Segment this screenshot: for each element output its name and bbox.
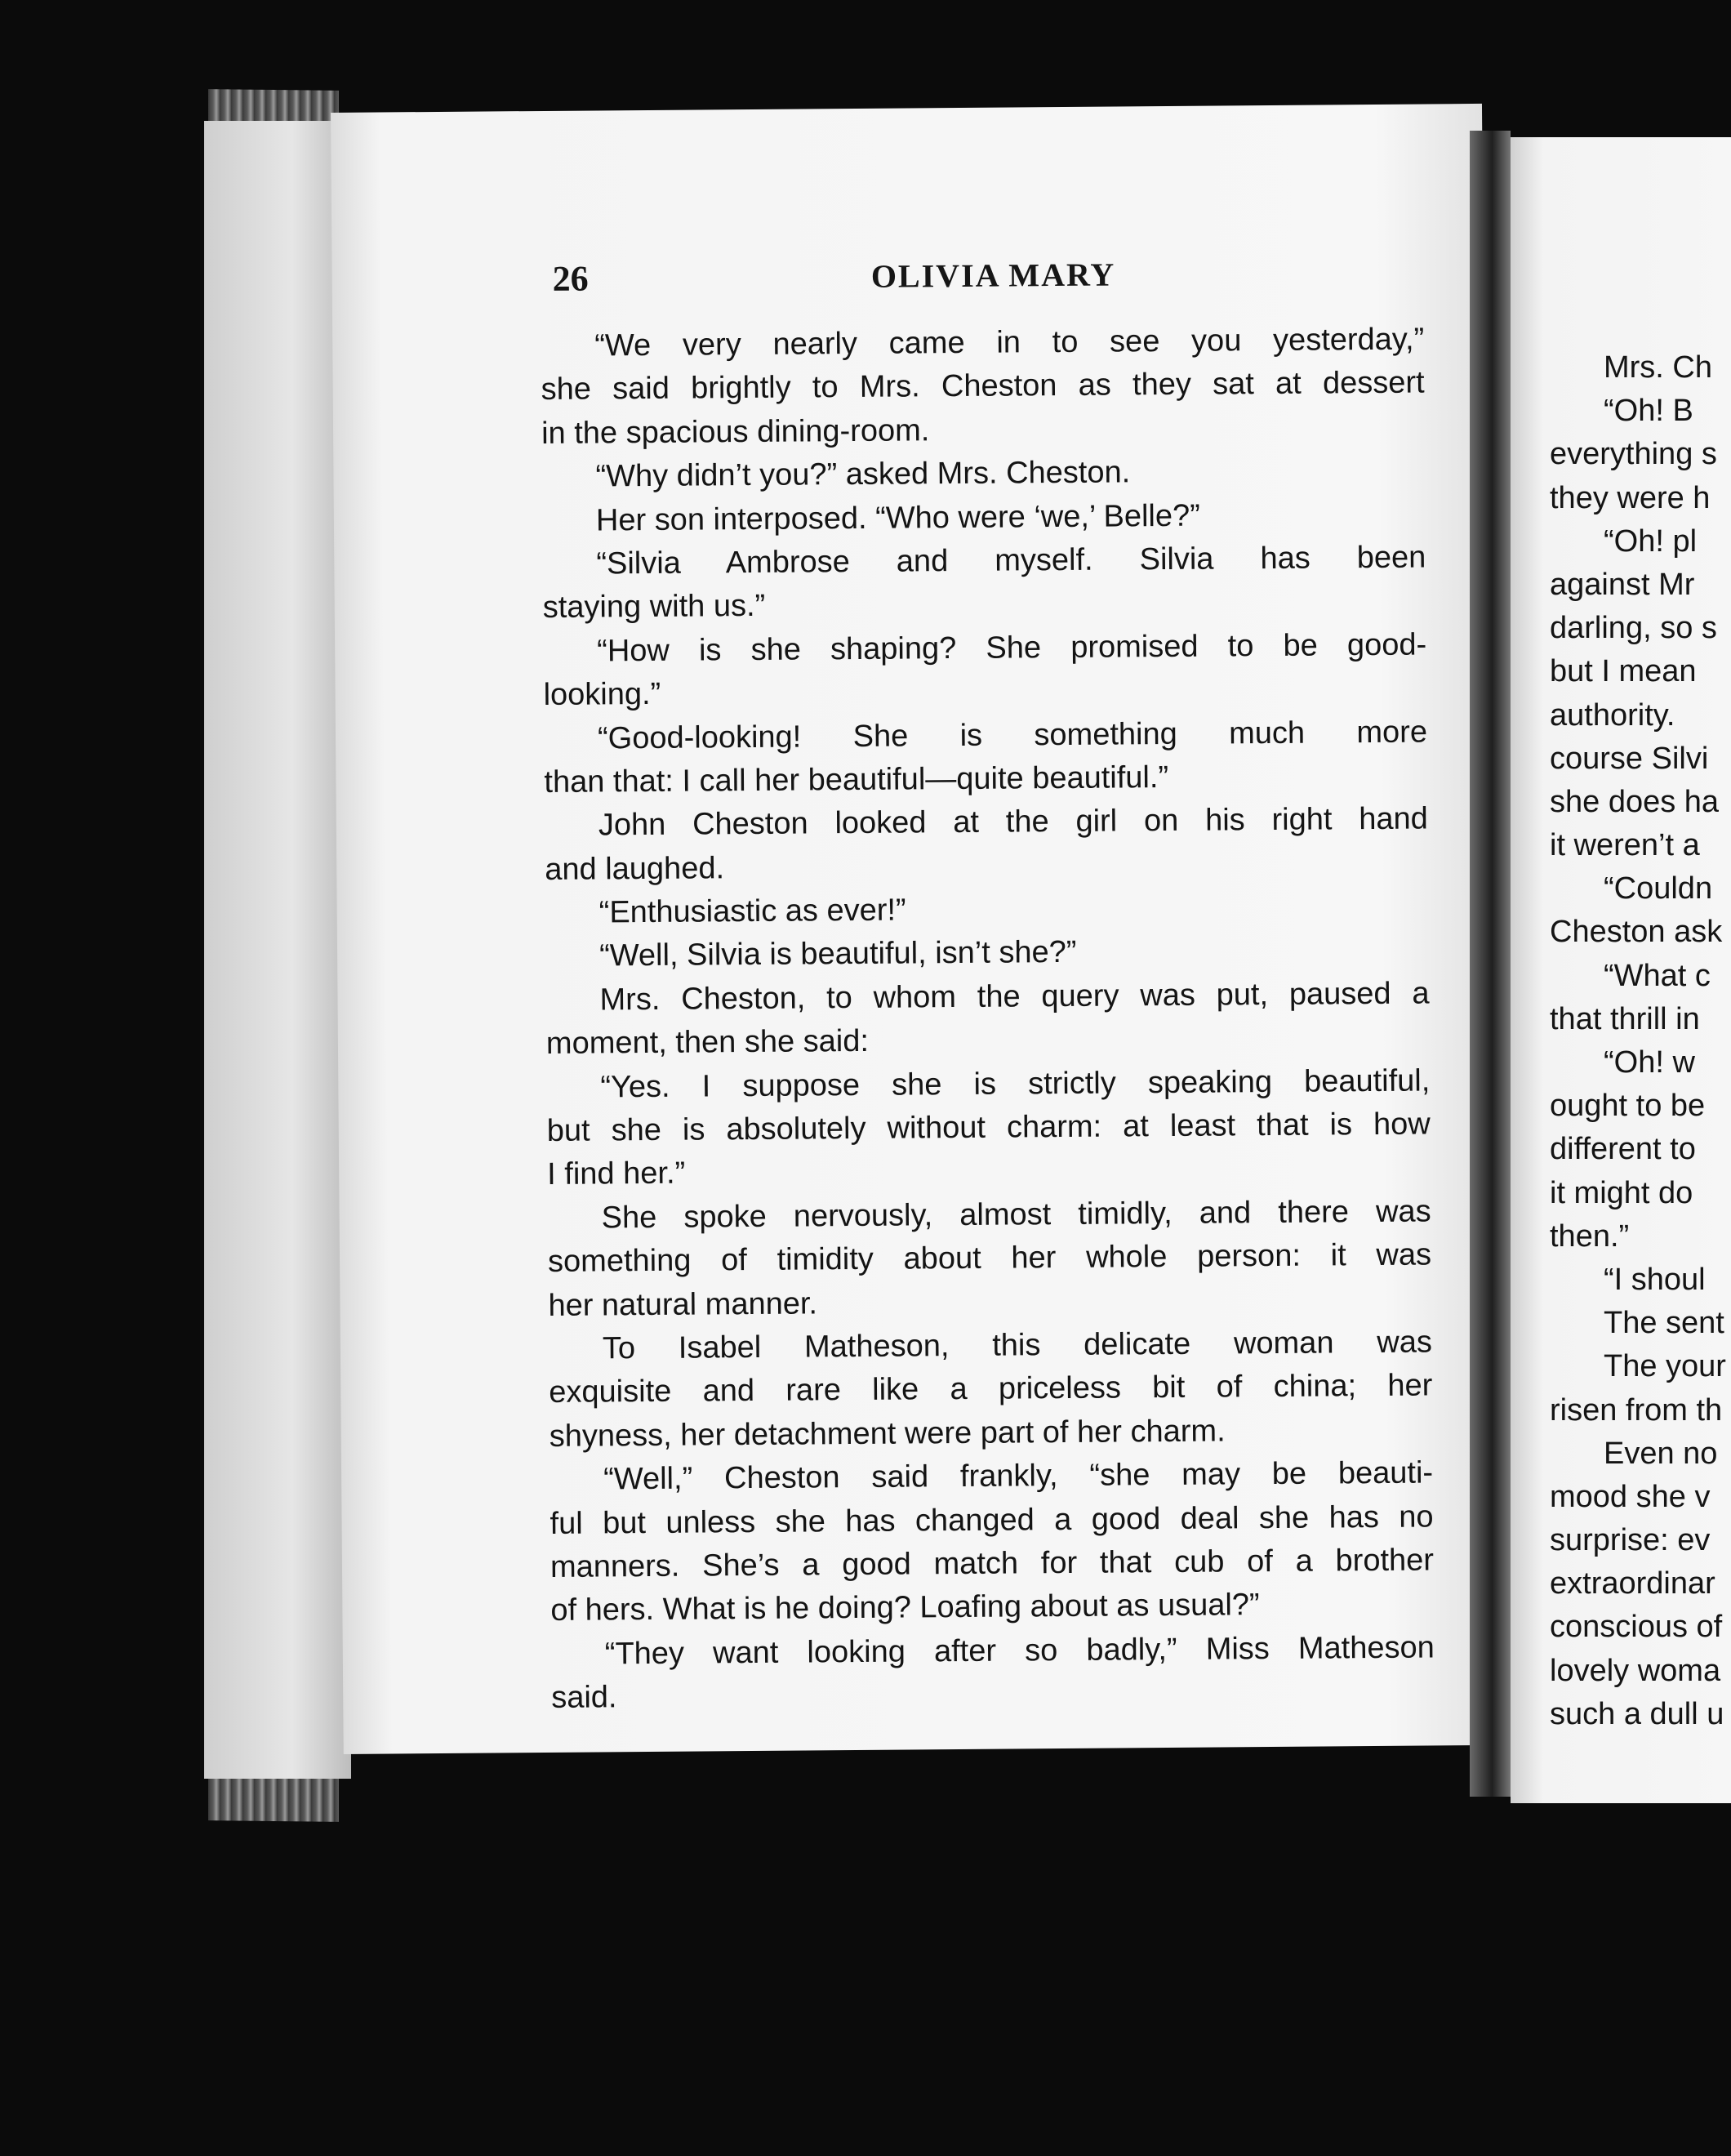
text-line: “How is she shaping? She promised to be good- bbox=[597, 627, 1427, 669]
text-line: “Yes. I suppose she is strictly speaking beautiful, bbox=[600, 1063, 1431, 1105]
text-line: her natural manner. bbox=[548, 1285, 818, 1323]
text-line: “Good-looking! She is something much more bbox=[597, 714, 1428, 755]
text-line: course Silvi bbox=[1550, 741, 1709, 776]
text-line: Cheston ask bbox=[1550, 915, 1723, 950]
text-line: something of timidity about her whole person: it was bbox=[547, 1237, 1432, 1280]
text-line: She spoke nervously, almost timidly, and there was bbox=[601, 1194, 1431, 1236]
text-line: “Well, Silvia is beautiful, isn’t she?” bbox=[599, 935, 1077, 973]
text-line: looking.” bbox=[543, 676, 661, 713]
text-line: Mrs. Cheston, to whom the query was put, paused a bbox=[599, 976, 1430, 1018]
text-line: Even no bbox=[1604, 1436, 1718, 1471]
text-line: against Mr bbox=[1550, 567, 1695, 602]
text-line: darling, so s bbox=[1550, 611, 1717, 646]
page-number: 26 bbox=[552, 258, 589, 299]
text-line: then.” bbox=[1550, 1218, 1630, 1254]
book-cover-edge bbox=[204, 121, 351, 1779]
text-line: moment, then she said: bbox=[545, 1024, 870, 1062]
text-line: she said brightly to Mrs. Cheston as they sat at dessert bbox=[541, 365, 1425, 408]
text-line: ought to be bbox=[1550, 1089, 1706, 1124]
text-line: extraordinar bbox=[1550, 1566, 1715, 1601]
text-line: she does ha bbox=[1550, 784, 1720, 819]
left-page bbox=[331, 104, 1495, 1754]
text-line: everything s bbox=[1550, 437, 1717, 472]
text-line: “We very nearly came in to see you yesterday,” bbox=[594, 322, 1425, 363]
text-line: shyness, her detachment were part of her charm. bbox=[549, 1414, 1226, 1454]
text-line: ful but unless she has changed a good deal she has no bbox=[550, 1499, 1434, 1541]
right-page-text bbox=[1550, 346, 1731, 1736]
text-line: Mrs. Ch bbox=[1604, 350, 1712, 385]
text-line: “What c bbox=[1604, 958, 1711, 993]
text-line: authority. bbox=[1550, 697, 1675, 733]
page-header bbox=[552, 251, 1434, 306]
text-line: “Enthusiastic as ever!” bbox=[599, 893, 906, 930]
text-line: of hers. What is he doing? Loafing about as usual?” bbox=[550, 1588, 1260, 1628]
text-line: and laughed. bbox=[545, 850, 725, 887]
text-line: “I shoul bbox=[1604, 1262, 1706, 1297]
text-line: but I mean bbox=[1550, 654, 1697, 689]
text-line: but she is absolutely without charm: at least that is how bbox=[546, 1107, 1431, 1148]
text-line: “Silvia Ambrose and myself. Silvia has been bbox=[596, 540, 1426, 581]
text-line: The your bbox=[1604, 1349, 1726, 1384]
text-line: “Why didn’t you?” asked Mrs. Cheston. bbox=[595, 455, 1131, 494]
running-title: OLIVIA MARY bbox=[870, 256, 1116, 295]
text-line: said. bbox=[551, 1680, 617, 1716]
text-line: lovely woma bbox=[1550, 1653, 1721, 1688]
book-gutter bbox=[1470, 131, 1511, 1797]
text-line: “Well,” Cheston said frankly, “she may be beauti- bbox=[603, 1455, 1434, 1497]
text-line: it might do bbox=[1550, 1175, 1693, 1210]
text-line: To Isabel Matheson, this delicate woman was bbox=[602, 1325, 1433, 1366]
body-text bbox=[541, 318, 1435, 1720]
text-line: “Oh! pl bbox=[1604, 523, 1698, 559]
text-line: “Couldn bbox=[1604, 871, 1713, 906]
text-line: different to bbox=[1550, 1132, 1696, 1167]
text-line: “Oh! w bbox=[1604, 1045, 1695, 1080]
text-line: manners. She’s a good match for that cub of a brother bbox=[550, 1543, 1435, 1584]
text-line: such a dull u bbox=[1550, 1696, 1724, 1731]
text-line: The sent bbox=[1604, 1306, 1724, 1341]
text-line: surprise: ev bbox=[1550, 1523, 1711, 1558]
text-line: that thrill in bbox=[1550, 1001, 1700, 1036]
text-line: I find her.” bbox=[547, 1156, 686, 1192]
text-line: “They want looking after so badly,” Miss Matheson bbox=[604, 1630, 1435, 1672]
text-line: conscious of bbox=[1550, 1610, 1723, 1645]
text-line: exquisite and rare like a priceless bit of china; her bbox=[549, 1368, 1433, 1410]
text-line: mood she v bbox=[1550, 1479, 1711, 1514]
text-line: than that: I call her beautiful—quite beautiful.” bbox=[544, 760, 1169, 800]
text-line: Her son interposed. “Who were ‘we,’ Belle?” bbox=[595, 498, 1200, 538]
text-line: risen from th bbox=[1550, 1392, 1723, 1428]
text-line: staying with us.” bbox=[542, 589, 766, 626]
text-line: in the spacious dining-room. bbox=[541, 413, 930, 451]
text-line: they were h bbox=[1550, 480, 1711, 515]
text-line: it weren’t a bbox=[1550, 828, 1700, 863]
text-line: “Oh! B bbox=[1604, 394, 1693, 429]
text-line: John Cheston looked at the girl on his right hand bbox=[598, 801, 1428, 843]
